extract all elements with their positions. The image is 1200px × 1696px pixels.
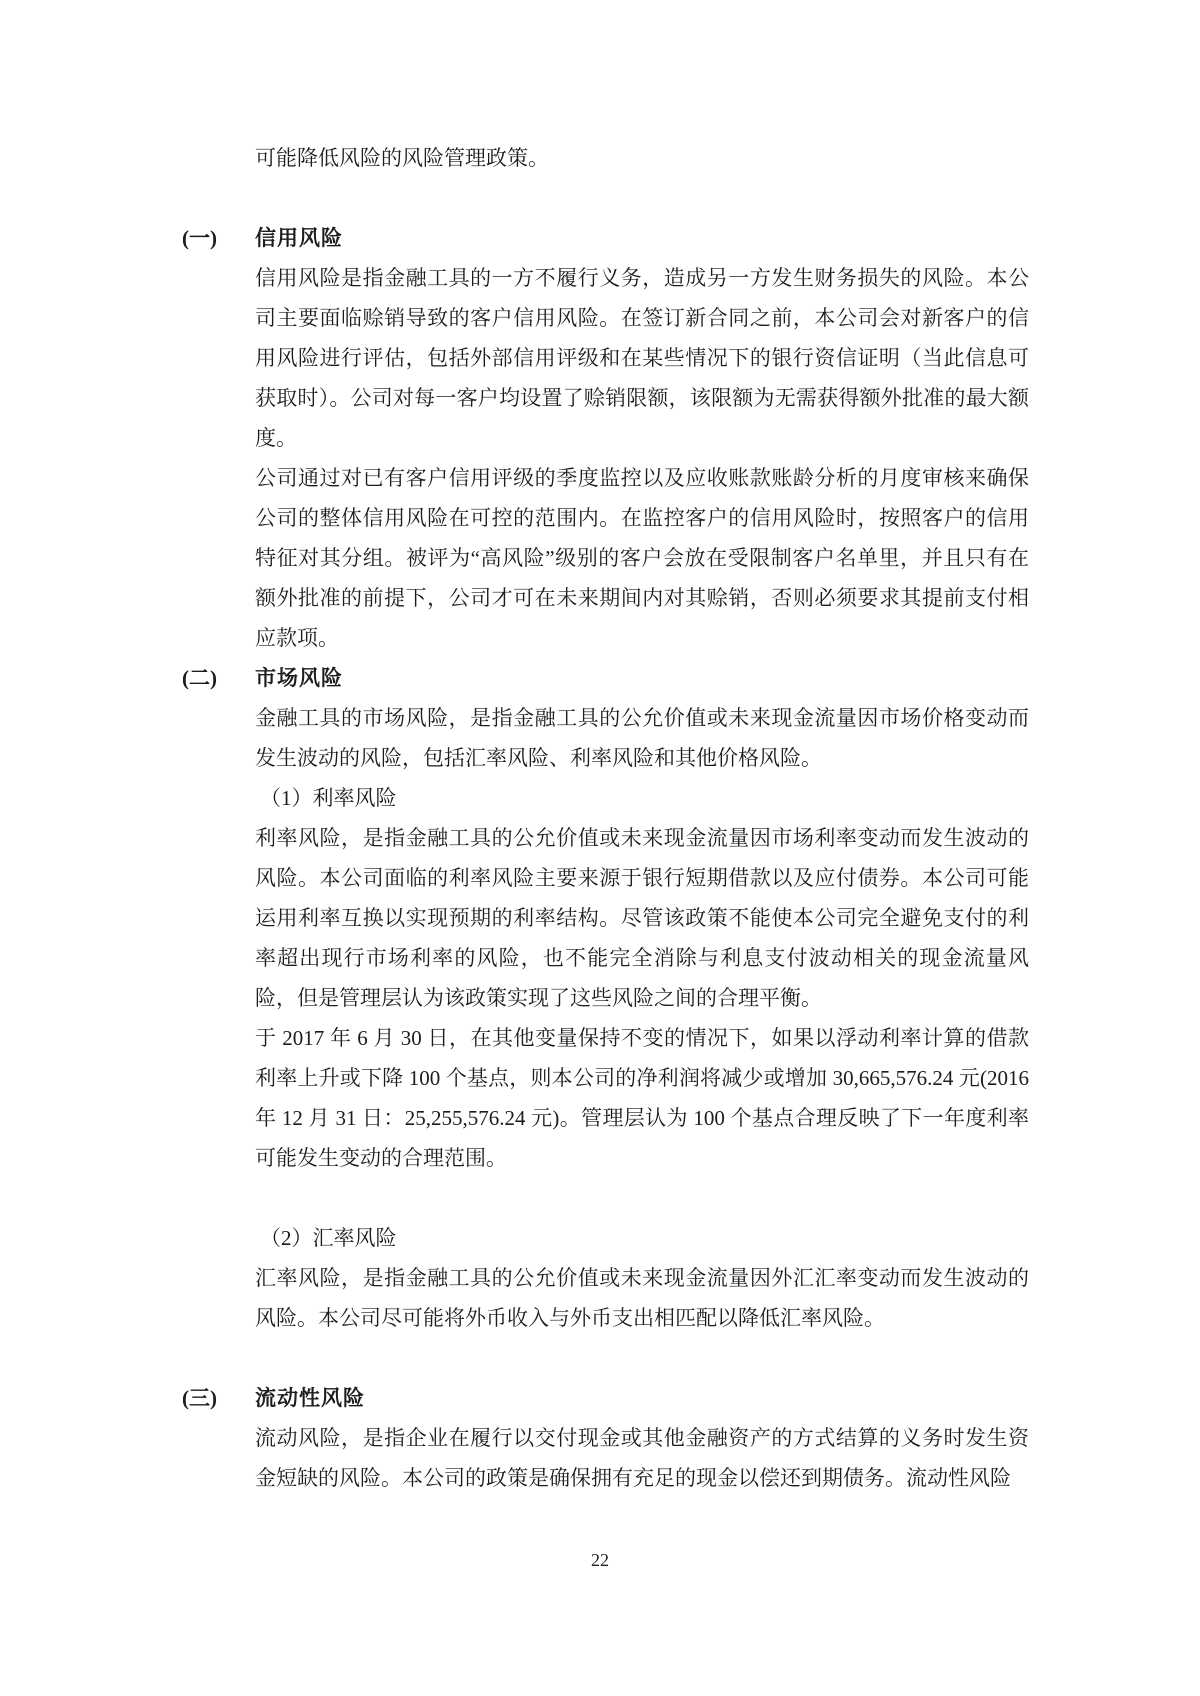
section-label: (一) xyxy=(182,226,217,250)
section-label: (二) xyxy=(182,666,217,690)
market-risk-intro-paragraph: 金融工具的市场风险，是指金融工具的公允价值或未来现金流量因市场价格变动而发生波动的风险，包括汇率风险、利率风险和其他价格风险。 xyxy=(255,706,1029,770)
subsection-heading-interest-rate-risk: （1）利率风险 xyxy=(260,786,397,810)
section-title: 流动性风险 xyxy=(255,1386,365,1410)
credit-risk-paragraph-2: 公司通过对已有客户信用评级的季度监控以及应收账款账龄分析的月度审核来确保公司的整体信用风险在可控的范围内。在监控客户的信用风险时，按照客户的信用特征对其分组。被评为“高风险”级别的客户会放在受限制客户名单里，并且只有在额外批准的前提下，公司才可在未来期间内对其赊销，否则必须要求其提前支付相应款项。 xyxy=(255,466,1029,650)
credit-risk-paragraph-1: 信用风险是指金融工具的一方不履行义务，造成另一方发生财务损失的风险。本公司主要面临赊销导致的客户信用风险。在签订新合同之前，本公司会对新客户的信用风险进行评估，包括外部信用评级和在某些情况下的银行资信证明（当此信息可获取时）。公司对每一客户均设置了赊销限额，该限额为无需获得额外批准的最大额度。 xyxy=(255,266,1029,450)
liquidity-risk-paragraph: 流动风险，是指企业在履行以交付现金或其他金融资产的方式结算的义务时发生资金短缺的风险。本公司的政策是确保拥有充足的现金以偿还到期债务。流动性风险 xyxy=(255,1426,1029,1490)
section-heading-credit-risk xyxy=(182,218,1030,258)
section-heading-market-risk xyxy=(182,658,1030,698)
interest-rate-risk-paragraph-1: 利率风险，是指金融工具的公允价值或未来现金流量因市场利率变动而发生波动的风险。本公司面临的利率风险主要来源于银行短期借款以及应付债券。本公司可能运用利率互换以实现预期的利率结构。尽管该政策不能使本公司完全避免支付的利率超出现行市场利率的风险，也不能完全消除与利息支付波动相关的现金流量风险，但是管理层认为该政策实现了这些风险之间的合理平衡。 xyxy=(255,826,1029,1010)
section-heading-liquidity-risk xyxy=(182,1378,1030,1418)
section-title: 信用风险 xyxy=(255,226,343,250)
section-title: 市场风险 xyxy=(255,666,343,690)
exchange-rate-risk-paragraph: 汇率风险，是指金融工具的公允价值或未来现金流量因外汇汇率变动而发生波动的风险。本公司尽可能将外币收入与外币支出相匹配以降低汇率风险。 xyxy=(255,1266,1029,1330)
section-label: (三) xyxy=(182,1386,217,1410)
intro-paragraph: 可能降低风险的风险管理政策。 xyxy=(255,146,549,170)
subsection-heading-exchange-rate-risk: （2）汇率风险 xyxy=(260,1226,397,1250)
document-content xyxy=(182,138,1030,1498)
interest-rate-risk-paragraph-2: 于 2017 年 6 月 30 日，在其他变量保持不变的情况下，如果以浮动利率计算的借款利率上升或下降 100 个基点，则本公司的净利润将减少或增加 30,665,576.24 元(2016 年 12 月 31 日：25,255,576.24 元)。管理层认为 100 个基点合理反映了下一年度利率可能发生变动的合理范围。 xyxy=(255,1026,1029,1170)
page-number: 22 xyxy=(591,1550,609,1570)
